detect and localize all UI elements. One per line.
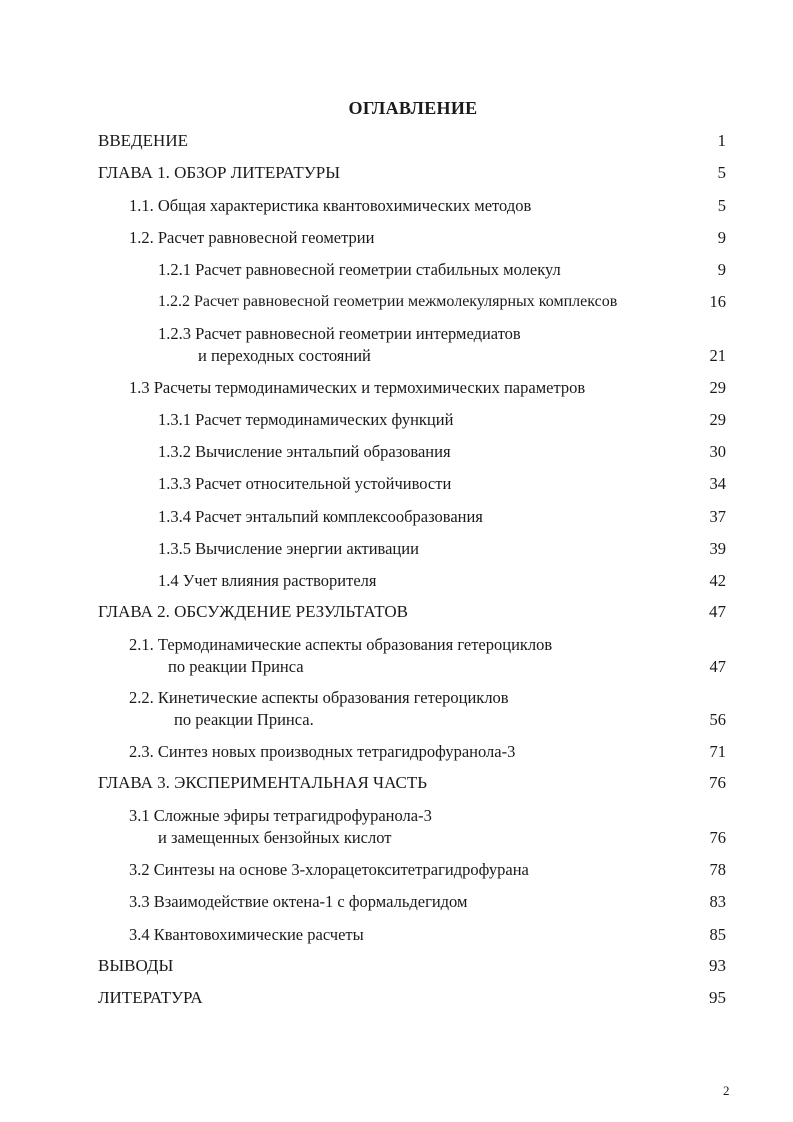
toc-entry-page: 78 [709, 860, 726, 879]
toc-title: ОГЛАВЛЕНИЕ [348, 98, 478, 118]
toc-entry-label: 2.2. Кинетические аспекты образования гетероциклов [129, 688, 509, 707]
toc-entry-page: 93 [709, 956, 726, 975]
toc-entry-page: 76 [709, 828, 726, 847]
toc-entry-page: 47 [709, 602, 726, 621]
toc-entry-label: ГЛАВА 1. ОБЗОР ЛИТЕРАТУРЫ [98, 163, 341, 182]
toc-entry-page: 29 [709, 378, 726, 397]
toc-entry-page: 1 [717, 131, 726, 150]
toc-entry-continuation: по реакции Принса. [174, 710, 314, 729]
toc-entry-page: 5 [717, 163, 726, 182]
toc-entry-label: 3.1 Сложные эфиры тетрагидрофуранола-3 [129, 806, 432, 825]
toc-entry-label: 1.3.1 Расчет термодинамических функций [158, 410, 454, 429]
toc-entry-label: 1.2.1 Расчет равновесной геометрии стабильных молекул [158, 260, 561, 279]
toc-entry-label: 1.3 Расчеты термодинамических и термохимических параметров [129, 378, 586, 397]
toc-entry-page: 71 [709, 742, 726, 761]
toc-entry-label: 1.3.3 Расчет относительной устойчивости [158, 474, 452, 493]
toc-entry-page: 83 [709, 892, 726, 911]
page-number: 2 [723, 1083, 730, 1098]
toc-entry-page: 30 [709, 442, 726, 461]
toc-entry-page: 39 [709, 539, 726, 558]
toc-entry-page: 34 [709, 474, 726, 493]
toc-entry-label: 3.3 Взаимодействие октена-1 с формальдегидом [129, 892, 468, 911]
toc-entry-label: 1.2.2 Расчет равновесной геометрии межмолекулярных комплексов [158, 293, 618, 310]
toc-entry-page: 47 [709, 657, 726, 676]
toc-entry-label: 1.3.4 Расчет энтальпий комплексообразования [158, 507, 483, 526]
toc-entry-page: 21 [709, 346, 726, 365]
toc-entry-page: 42 [709, 571, 726, 590]
toc-entry-page: 16 [709, 292, 726, 311]
toc-entry-label: ГЛАВА 2. ОБСУЖДЕНИЕ РЕЗУЛЬТАТОВ [98, 602, 408, 621]
toc-entry-label: 1.1. Общая характеристика квантовохимических методов [129, 196, 532, 215]
toc-entry-page: 5 [717, 196, 726, 215]
toc-entry-label: 2.3. Синтез новых производных тетрагидрофуранола-3 [129, 742, 516, 761]
toc-entry-page: 9 [717, 228, 726, 247]
toc-entry-label: 3.4 Квантовохимические расчеты [129, 925, 364, 944]
toc-entry-label: 3.2 Синтезы на основе 3-хлорацетокситетрагидрофурана [129, 860, 529, 879]
toc-entry-page: 9 [717, 260, 726, 279]
toc-entry-continuation: и переходных состояний [198, 346, 371, 365]
toc-entry-continuation: и замещенных бензойных кислот [158, 828, 392, 847]
toc-entry-page: 56 [709, 710, 726, 729]
toc-entry-page: 37 [709, 507, 726, 526]
toc-entry-label: ГЛАВА 3. ЭКСПЕРИМЕНТАЛЬНАЯ ЧАСТЬ [98, 773, 428, 792]
toc-entry-label: 1.3.2 Вычисление энтальпий образования [158, 442, 451, 461]
toc-entry-label: 1.2. Расчет равновесной геометрии [129, 228, 375, 247]
toc-entry-label: ВЫВОДЫ [98, 956, 174, 975]
toc-entry-label: 1.2.3 Расчет равновесной геометрии интермедиатов [158, 324, 521, 343]
toc-entry-page: 76 [709, 773, 726, 792]
toc-entry-label: ВВЕДЕНИЕ [98, 131, 188, 150]
toc-entry-label: ЛИТЕРАТУРА [98, 988, 203, 1007]
toc-entry-page: 85 [709, 925, 726, 944]
toc-entry-label: 1.4 Учет влияния растворителя [158, 571, 377, 590]
toc-entry-continuation: по реакции Принса [168, 657, 304, 676]
toc-entry-page: 95 [709, 988, 726, 1007]
toc-entry-label: 1.3.5 Вычисление энергии активации [158, 539, 419, 558]
toc-entry-page: 29 [709, 410, 726, 429]
toc-entry-label: 2.1. Термодинамические аспекты образования гетероциклов [129, 635, 553, 654]
